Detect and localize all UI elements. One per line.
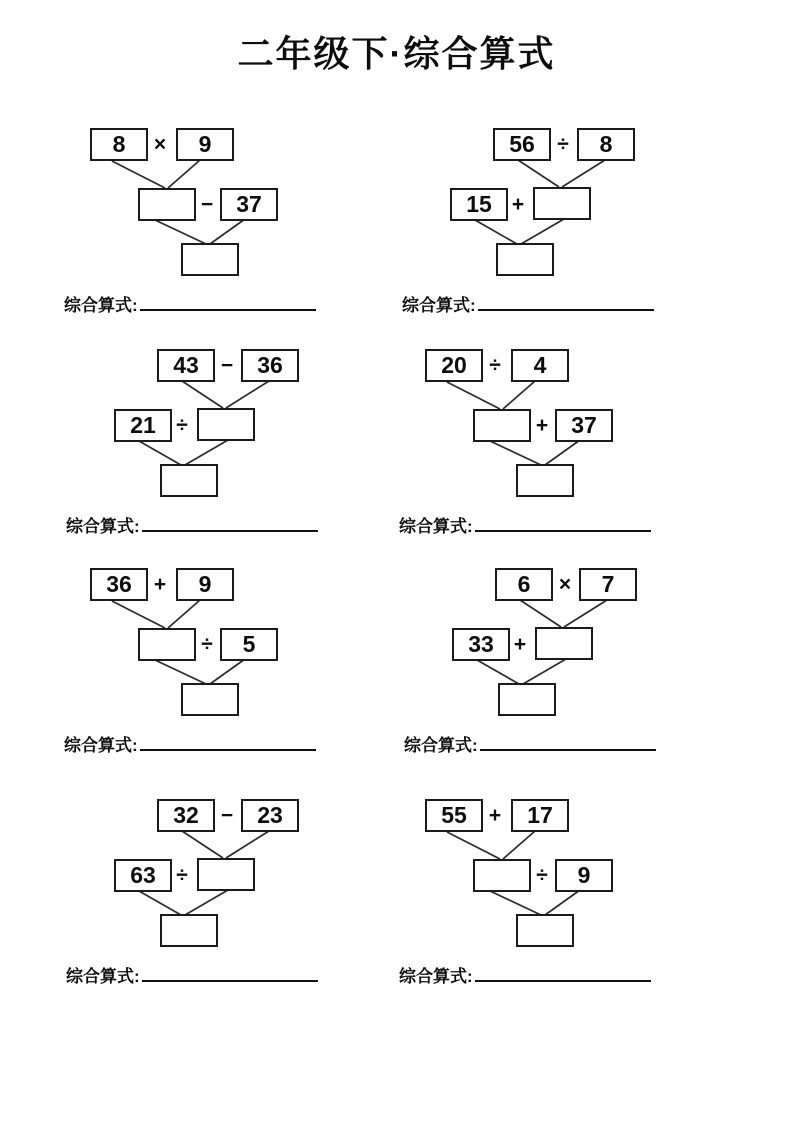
operator-mid: + bbox=[513, 633, 527, 656]
final-answer-box[interactable] bbox=[181, 683, 239, 716]
operand-box-top-right: 23 bbox=[241, 799, 299, 832]
operand-box-top-left: 43 bbox=[157, 349, 215, 382]
final-answer-box[interactable] bbox=[181, 243, 239, 276]
operand-box-mid: 5 bbox=[220, 628, 278, 661]
operator-top: − bbox=[220, 804, 234, 827]
operator-top: + bbox=[488, 804, 502, 827]
operand-box-top-left: 56 bbox=[493, 128, 551, 161]
operand-box-top-right: 17 bbox=[511, 799, 569, 832]
intermediate-answer-box[interactable] bbox=[197, 408, 255, 441]
final-answer-box[interactable] bbox=[516, 464, 574, 497]
caption bbox=[399, 512, 651, 537]
operator-top: × bbox=[153, 133, 167, 156]
problem-6 bbox=[400, 568, 730, 768]
operand-box-mid: 21 bbox=[114, 409, 172, 442]
operand-box-mid: 63 bbox=[114, 859, 172, 892]
final-answer-box[interactable] bbox=[160, 914, 218, 947]
operator-top: ÷ bbox=[557, 133, 569, 156]
operand-box-mid: 9 bbox=[555, 859, 613, 892]
problem-7 bbox=[62, 799, 392, 999]
operator-mid: + bbox=[511, 193, 525, 216]
intermediate-answer-box[interactable] bbox=[138, 188, 196, 221]
operand-box-top-right: 9 bbox=[176, 568, 234, 601]
operand-box-top-right: 36 bbox=[241, 349, 299, 382]
operand-box-mid: 15 bbox=[450, 188, 508, 221]
caption-label: 综合算式: bbox=[399, 517, 473, 536]
intermediate-answer-box[interactable] bbox=[197, 858, 255, 891]
operand-box-mid: 37 bbox=[555, 409, 613, 442]
answer-blank-line[interactable] bbox=[142, 965, 318, 982]
caption-label: 综合算式: bbox=[404, 736, 478, 755]
intermediate-answer-box[interactable] bbox=[535, 627, 593, 660]
operand-box-mid: 37 bbox=[220, 188, 278, 221]
caption-label: 综合算式: bbox=[64, 736, 138, 755]
problem-5 bbox=[60, 568, 390, 768]
caption-label: 综合算式: bbox=[402, 296, 476, 315]
problem-8 bbox=[395, 799, 725, 999]
operand-box-top-left: 6 bbox=[495, 568, 553, 601]
caption bbox=[64, 291, 316, 316]
caption bbox=[64, 731, 316, 756]
caption bbox=[404, 731, 656, 756]
operand-box-top-left: 32 bbox=[157, 799, 215, 832]
intermediate-answer-box[interactable] bbox=[473, 859, 531, 892]
caption-label: 综合算式: bbox=[399, 967, 473, 986]
problem-1 bbox=[60, 128, 390, 328]
answer-blank-line[interactable] bbox=[475, 965, 651, 982]
operand-box-top-right: 9 bbox=[176, 128, 234, 161]
caption bbox=[66, 512, 318, 537]
problem-4 bbox=[395, 349, 725, 549]
answer-blank-line[interactable] bbox=[478, 294, 654, 311]
operand-box-top-right: 8 bbox=[577, 128, 635, 161]
intermediate-answer-box[interactable] bbox=[473, 409, 531, 442]
problem-3 bbox=[62, 349, 392, 549]
answer-blank-line[interactable] bbox=[140, 734, 316, 751]
operator-mid: ÷ bbox=[176, 864, 188, 887]
caption-label: 综合算式: bbox=[64, 296, 138, 315]
answer-blank-line[interactable] bbox=[480, 734, 656, 751]
operator-top: + bbox=[153, 573, 167, 596]
intermediate-answer-box[interactable] bbox=[138, 628, 196, 661]
answer-blank-line[interactable] bbox=[140, 294, 316, 311]
caption-label: 综合算式: bbox=[66, 517, 140, 536]
operand-box-top-left: 20 bbox=[425, 349, 483, 382]
intermediate-answer-box[interactable] bbox=[533, 187, 591, 220]
page-title: 二年级下·综合算式 bbox=[237, 33, 556, 74]
caption bbox=[399, 962, 651, 987]
final-answer-box[interactable] bbox=[498, 683, 556, 716]
final-answer-box[interactable] bbox=[160, 464, 218, 497]
problem-2 bbox=[398, 128, 728, 328]
caption bbox=[66, 962, 318, 987]
final-answer-box[interactable] bbox=[516, 914, 574, 947]
answer-blank-line[interactable] bbox=[475, 515, 651, 532]
operand-box-mid: 33 bbox=[452, 628, 510, 661]
answer-blank-line[interactable] bbox=[142, 515, 318, 532]
caption bbox=[402, 291, 654, 316]
operand-box-top-left: 8 bbox=[90, 128, 148, 161]
operand-box-top-right: 7 bbox=[579, 568, 637, 601]
operator-mid: ÷ bbox=[176, 414, 188, 437]
final-answer-box[interactable] bbox=[496, 243, 554, 276]
operator-mid: ÷ bbox=[201, 633, 213, 656]
operand-box-top-right: 4 bbox=[511, 349, 569, 382]
operand-box-top-left: 55 bbox=[425, 799, 483, 832]
operator-mid: + bbox=[535, 414, 549, 437]
operator-mid: ÷ bbox=[536, 864, 548, 887]
operator-mid: − bbox=[200, 193, 214, 216]
caption-label: 综合算式: bbox=[66, 967, 140, 986]
operand-box-top-left: 36 bbox=[90, 568, 148, 601]
operator-top: − bbox=[220, 354, 234, 377]
operator-top: × bbox=[558, 573, 572, 596]
operator-top: ÷ bbox=[489, 354, 501, 377]
